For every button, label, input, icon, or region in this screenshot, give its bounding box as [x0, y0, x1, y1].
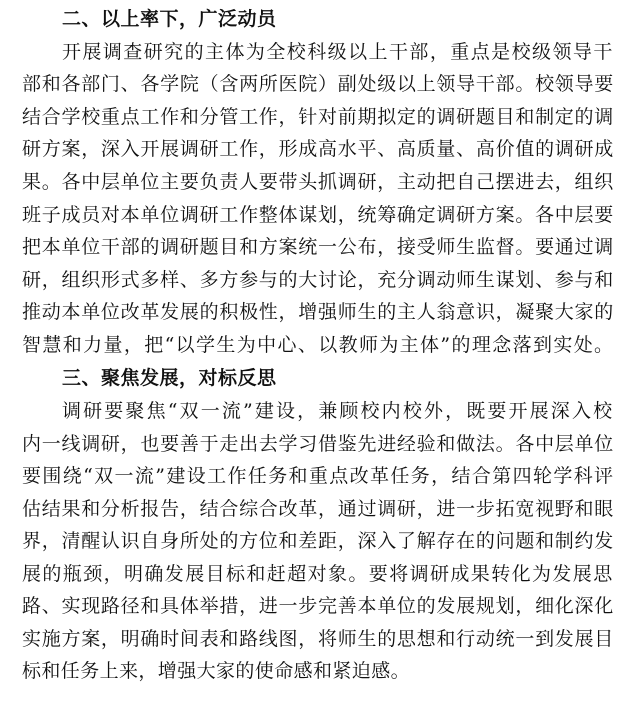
paragraph-line: 开展调查研究的主体为全校科级以上干部，重点是校级领导干 — [62, 41, 614, 63]
paragraph-line: 班子成员对本单位调研工作整体谋划，统筹确定调研方案。各中层要 — [22, 204, 615, 226]
paragraph-line: 研，组织形式多样、多方参与的大讨论，充分调动师生谋划、参与和 — [22, 269, 615, 291]
paragraph-line: 果。各中层单位主要负责人要带头抓调研，主动把自己摆进去，组织 — [22, 171, 615, 193]
paragraph-line: 推动本单位改革发展的积极性，增强师生的主人翁意识，凝聚大家的 — [22, 301, 615, 323]
paragraph-line: 调研要聚焦“双一流”建设，兼顾校内校外，既要开展深入校 — [62, 400, 615, 422]
paragraph-line: 结合学校重点工作和分管工作，针对前期拟定的调研题目和制定的调 — [22, 106, 615, 128]
paragraph-line: 内一线调研，也要善于走出去学习借鉴先进经验和做法。各中层单位 — [22, 433, 615, 455]
paragraph-line: 标和任务上来，增强大家的使命感和紧迫感。 — [22, 660, 411, 682]
paragraph-line: 要围绕“双一流”建设工作任务和重点改革任务，结合第四轮学科评 — [22, 465, 615, 487]
paragraph-line: 部和各部门、各学院（含两所医院）副处级以上领导干部。校领导要 — [22, 73, 615, 95]
paragraph-line: 智慧和力量，把“以学生为中心、以教师为主体”的理念落到实处。 — [22, 334, 615, 356]
paragraph-line: 路、实现路径和具体举措，进一步完善本单位的发展规划，细化深化 — [22, 595, 615, 617]
paragraph-line: 估结果和分析报告，结合综合改革，通过调研，进一步拓宽视野和眼 — [22, 498, 615, 520]
paragraph-line: 界，清醒认识自身所处的方位和差距，深入了解存在的问题和制约发 — [22, 530, 615, 552]
paragraph-line: 研方案，深入开展调研工作，形成高水平、高质量、高价值的调研成 — [22, 138, 615, 160]
section-heading-3: 三、聚焦发展，对标反思 — [62, 367, 277, 389]
paragraph-line: 实施方案，明确时间表和路线图，将师生的思想和行动统一到发展目 — [22, 628, 615, 650]
paragraph-line: 把本单位干部的调研题目和方案统一公布，接受师生监督。要通过调 — [22, 236, 615, 258]
section-heading-2: 二、以上率下，广泛动员 — [62, 8, 277, 30]
paragraph-line: 展的瓶颈，明确发展目标和赶超对象。要将调研成果转化为发展思 — [22, 563, 614, 585]
